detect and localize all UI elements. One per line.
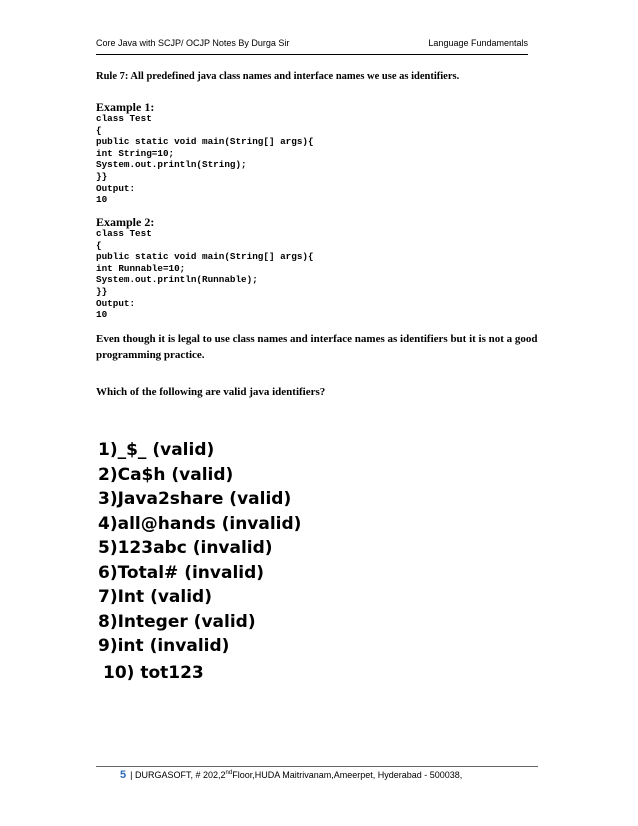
code-line: System.out.println(String); (96, 159, 247, 171)
list-item: 4)all@hands (invalid) (98, 513, 302, 534)
identifier-question: Which of the following are valid java identifiers? (96, 386, 326, 398)
code-line: System.out.println(Runnable); (96, 274, 258, 286)
code-line: Output: (96, 297, 136, 309)
code-line: int Runnable=10; (96, 262, 186, 274)
code-line: { (96, 239, 102, 251)
practice-note: Even though it is legal to use class names and interface names as identifiers but it is not a good programming practice. (96, 333, 538, 361)
footer-address-part: Floor,HUDA Maitrivanam,Ameerpet, Hyderabad - 500038, (232, 770, 463, 780)
list-item: 2)Ca$h (valid) (98, 464, 234, 485)
footer-address-sup: nd (225, 770, 233, 776)
code-line: 10 (96, 194, 108, 206)
code-line: public static void main(String[] args){ (96, 136, 314, 148)
list-item: 6)Total# (invalid) (98, 562, 265, 583)
code-line: 10 (96, 309, 108, 321)
page-footer: 5 | DURGASOFT, # 202,2ndFloor,HUDA Maitrivanam,Ameerpet, Hyderabad - 500038, (120, 769, 463, 781)
code-line: class Test (96, 228, 152, 239)
page-number: 5 (120, 769, 127, 781)
code-line: int String=10; (96, 147, 175, 159)
header-title: Core Java with SCJP/ OCJP Notes By Durga Sir (96, 38, 290, 48)
list-item: 9)int (invalid) (98, 636, 230, 656)
list-item: 5)123abc (invalid) (98, 538, 273, 558)
code-line: { (96, 124, 102, 136)
code-line: class Test (96, 113, 152, 124)
footer-address-part: DURGASOFT, # 202,2 (134, 770, 226, 780)
list-item: 8)Integer (valid) (98, 611, 256, 632)
example-1-code (96, 113, 314, 206)
example-1-title: Example 1: (96, 100, 155, 114)
code-line: }} (96, 170, 108, 182)
code-line: public static void main(String[] args){ (96, 251, 314, 263)
example-2-title: Example 2: (96, 215, 155, 229)
header-section: Language Fundamentals (428, 38, 528, 48)
page-header (96, 38, 528, 52)
list-item: 10) tot123 (103, 662, 204, 683)
list-item: 7)Int (valid) (98, 587, 212, 607)
footer-divider (96, 766, 538, 767)
list-item: 1)_$_ (valid) (98, 440, 215, 460)
header-divider (96, 54, 528, 55)
identifier-answer-list (98, 438, 301, 685)
example-2-code (96, 228, 314, 321)
rule-heading: Rule 7: All predefined java class names and interface names we use as identifiers. (96, 71, 460, 82)
footer-address (135, 770, 462, 780)
code-line: Output: (96, 182, 136, 194)
list-item: 3)Java2share (valid) (98, 489, 292, 509)
code-line: }} (96, 285, 108, 297)
